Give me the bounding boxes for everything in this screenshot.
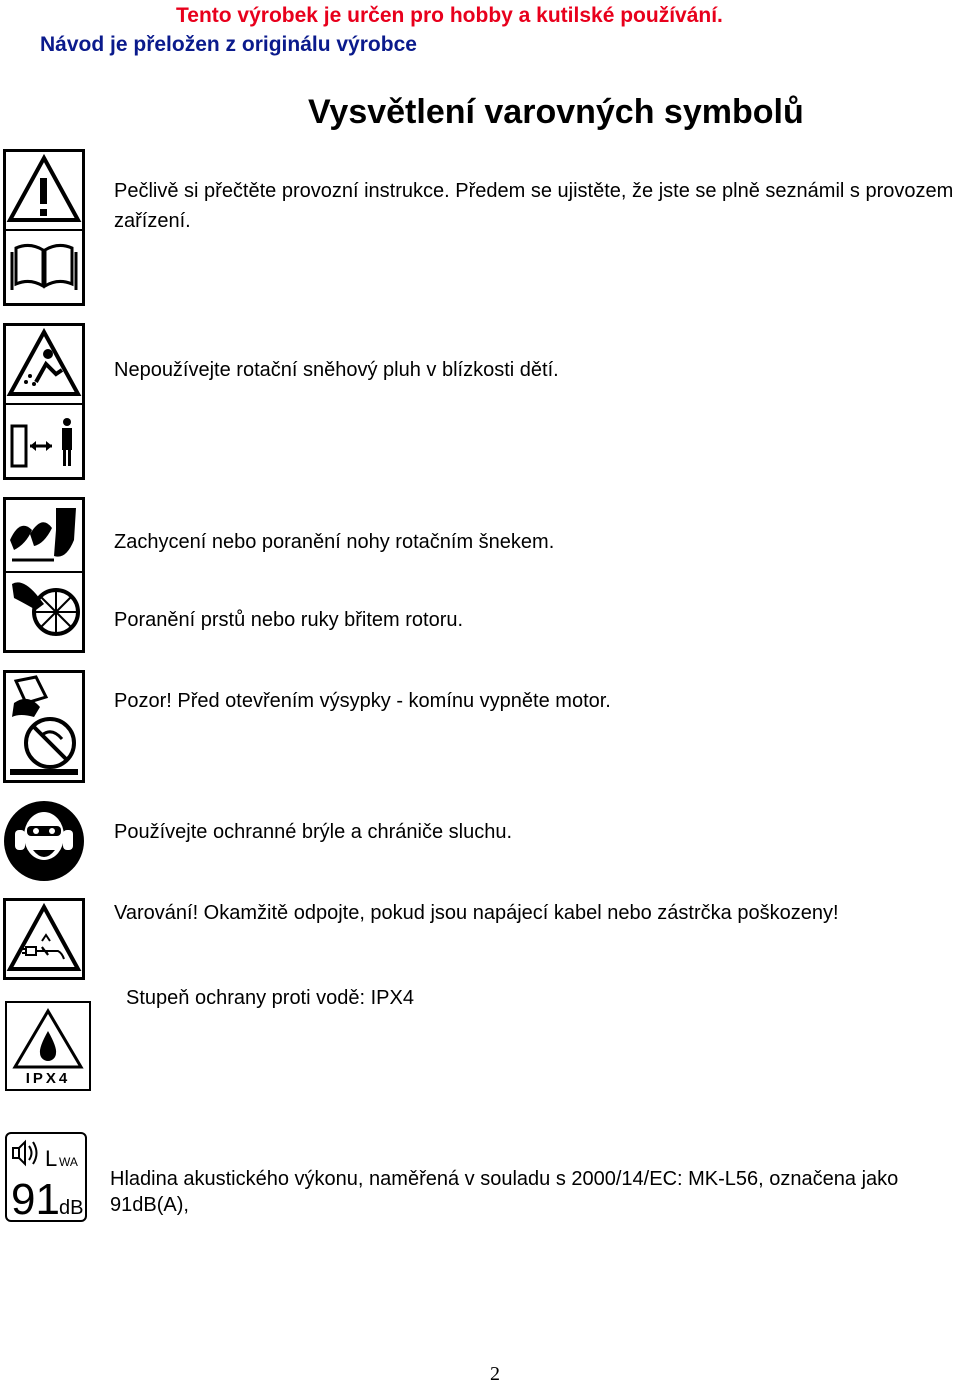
damaged-cable-icon <box>3 898 85 980</box>
rotor-hand-injury-icon <box>12 582 78 634</box>
sound-level-number: 91 <box>11 1175 60 1220</box>
goggles-earmuffs-icon <box>3 800 85 882</box>
sound-power-icon <box>5 1132 87 1222</box>
lwa-wa-label: WA <box>59 1155 78 1169</box>
chute-stop-motor-icon <box>3 670 85 783</box>
symbol-text-goggles: Používejte ochranné brýle a chrániče sluchu. <box>114 821 513 843</box>
symbol-text-children: Nepoužívejte rotační sněhový pluh v blízkosti dětí. <box>114 359 559 381</box>
symbol-text-sound: Hladina akustického výkonu, naměřená v souladu s 2000/14/EC: MK-L56, označena jako 91dB(A), <box>110 1168 899 1216</box>
symbol-text-ipx4: Stupeň ochrany proti vodě: IPX4 <box>126 987 414 1009</box>
page-number: 2 <box>490 1363 500 1385</box>
warning-manual-icon <box>3 149 85 306</box>
lwa-l-label: L <box>45 1146 58 1171</box>
auger-foot-injury-icon <box>10 508 76 560</box>
symbol-text-auger-foot: Zachycení nebo poranění nohy rotačním šnekem. <box>114 531 555 553</box>
sound-level-unit: dB <box>59 1197 84 1219</box>
page-title: Vysvětlení varovných symbolů <box>308 93 804 131</box>
symbol-text-rotor-hand: Poranění prstů nebo ruky břitem rotoru. <box>114 609 464 631</box>
symbol-text-read-instructions: Pečlivě si přečtěte provozní instrukce. Předem se ujistěte, že jste se plně seznámil s provozem zařízení. <box>114 180 954 232</box>
symbol-text-chute: Pozor! Před otevřením výsypky - komínu vypněte motor. <box>114 690 611 712</box>
auger-rotor-injury-icon <box>3 497 85 653</box>
hobby-use-note: Tento výrobek je určen pro hobby a kutilské používání. <box>176 4 723 27</box>
symbol-text-cable: Varování! Okamžitě odpojte, pokud jsou napájecí kabel nebo zástrčka poškozeny! <box>114 902 839 924</box>
translation-note: Návod je přeložen z originálu výrobce <box>40 33 417 56</box>
ipx4-icon <box>5 1001 91 1091</box>
keep-children-away-icon <box>3 323 85 480</box>
ipx4-badge-label: IPX4 <box>25 1070 71 1087</box>
